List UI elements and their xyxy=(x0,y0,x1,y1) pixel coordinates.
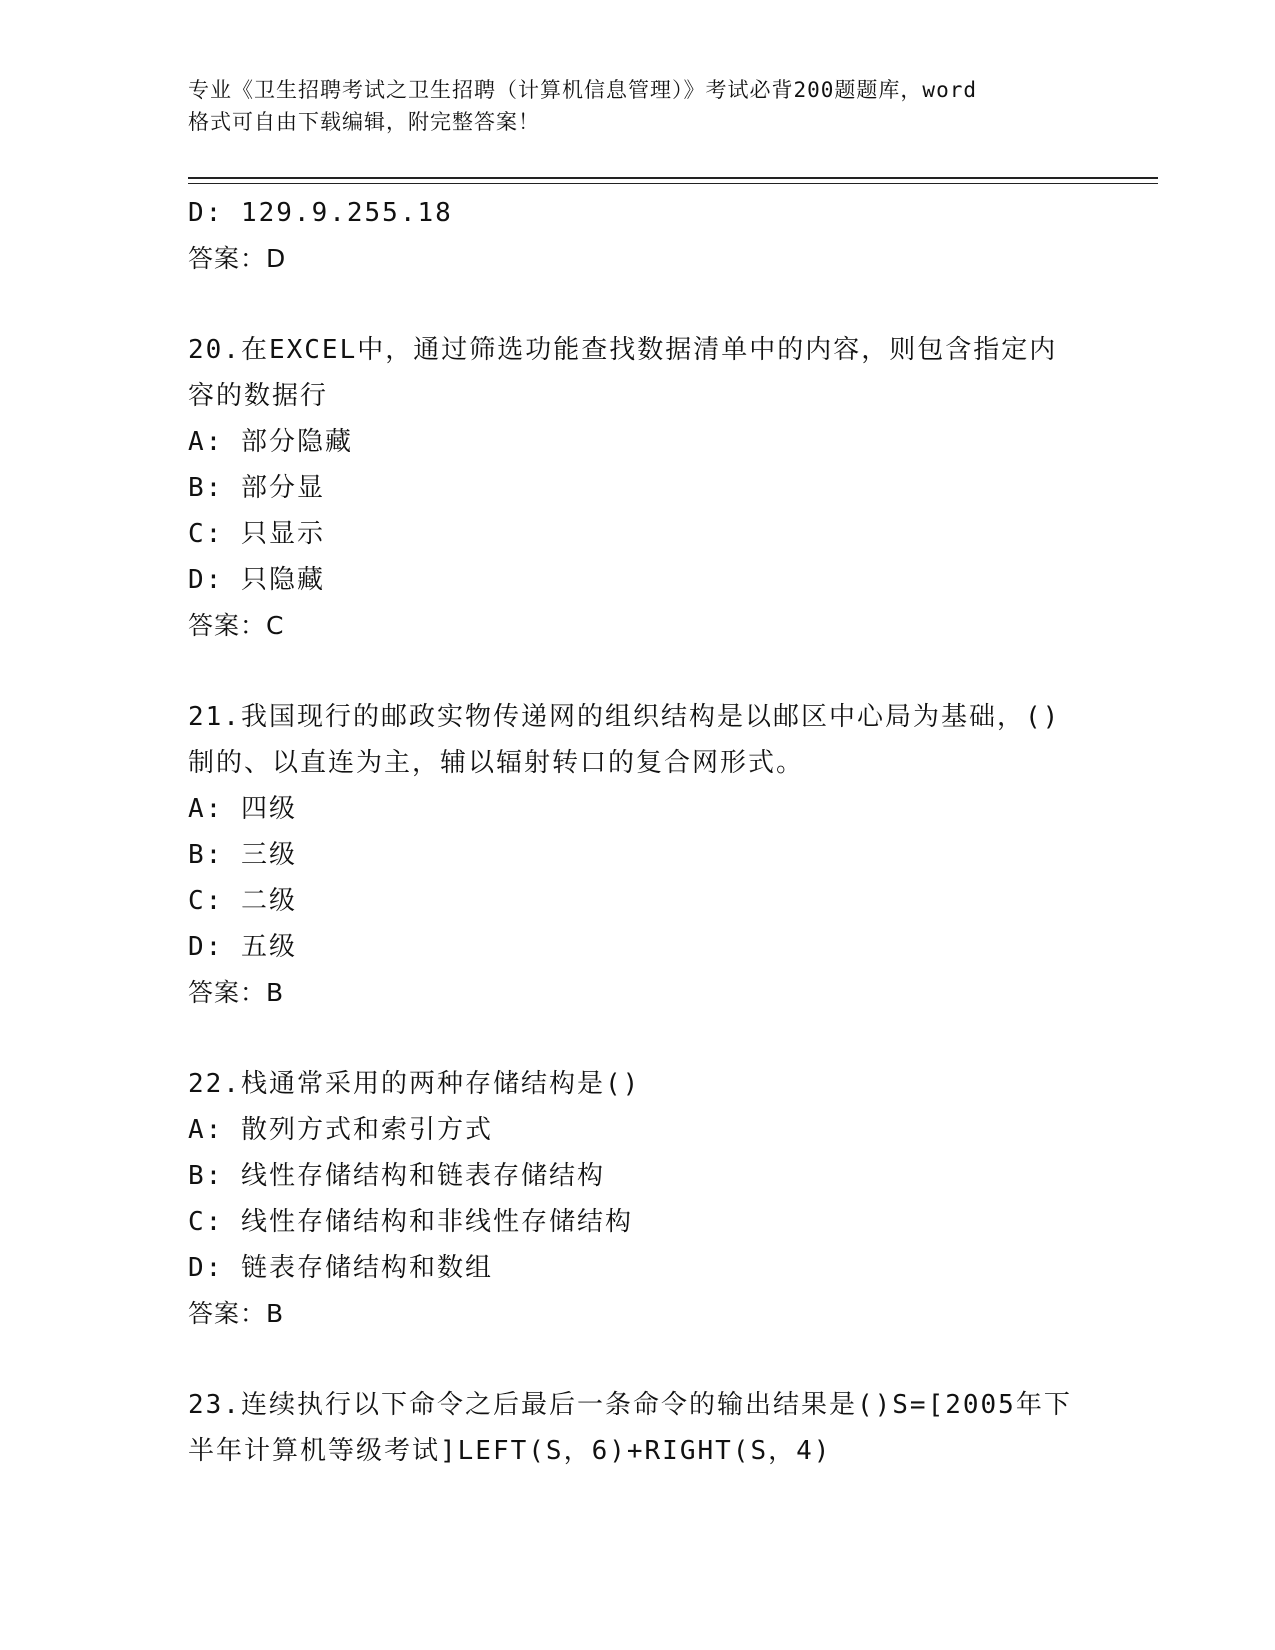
header-divider-thick xyxy=(188,177,1158,179)
option-b: B: 三级 xyxy=(188,840,297,870)
spacer xyxy=(188,282,1088,327)
option-c: C: 二级 xyxy=(188,886,297,916)
question-stem-cont: 容的数据行 xyxy=(188,381,329,411)
option-d: D: 129.9.255.18 xyxy=(188,198,453,228)
question-stem: 23.连续执行以下命令之后最后一条命令的输出结果是()S=[2005年下 xyxy=(188,1390,1072,1420)
question-23 xyxy=(188,1382,1088,1474)
question-list xyxy=(188,190,1088,1474)
document-header xyxy=(188,74,1088,138)
question-22 xyxy=(188,1061,1088,1337)
question-20 xyxy=(188,327,1088,649)
spacer xyxy=(188,1016,1088,1061)
option-c: C: 只显示 xyxy=(188,519,325,549)
question-stem: 20.在EXCEL中，通过筛选功能查找数据清单中的内容，则包含指定内 xyxy=(188,335,1058,365)
option-d: D: 链表存储结构和数组 xyxy=(188,1253,493,1283)
answer-line: 答案：D xyxy=(188,244,287,273)
question-stem: 21.我国现行的邮政实物传递网的组织结构是以邮区中心局为基础，() xyxy=(188,702,1061,732)
question-stem: 22.栈通常采用的两种存储结构是() xyxy=(188,1069,641,1099)
option-b: B: 线性存储结构和链表存储结构 xyxy=(188,1161,605,1191)
question-21 xyxy=(188,694,1088,1016)
question-stem-cont: 制的、以直连为主，辅以辐射转口的复合网形式。 xyxy=(188,748,805,778)
option-b: B: 部分显 xyxy=(188,473,325,503)
header-line-1: 专业《卫生招聘考试之卫生招聘（计算机信息管理）》考试必背200题题库，word xyxy=(188,78,977,102)
header-line-2: 格式可自由下载编辑，附完整答案！ xyxy=(188,110,540,134)
header-divider-thin xyxy=(188,183,1158,184)
option-c: C: 线性存储结构和非线性存储结构 xyxy=(188,1207,633,1237)
spacer xyxy=(188,1337,1088,1382)
option-a: A: 部分隐藏 xyxy=(188,427,353,457)
question-stem-cont: 半年计算机等级考试]LEFT(S，6)+RIGHT(S，4) xyxy=(188,1436,832,1466)
option-d: D: 只隐藏 xyxy=(188,565,325,595)
answer-line: 答案：C xyxy=(188,611,285,640)
spacer xyxy=(188,649,1088,694)
option-d: D: 五级 xyxy=(188,932,297,962)
option-a: A: 四级 xyxy=(188,794,297,824)
option-a: A: 散列方式和索引方式 xyxy=(188,1115,493,1145)
answer-line: 答案：B xyxy=(188,978,285,1007)
answer-line: 答案：B xyxy=(188,1299,285,1328)
